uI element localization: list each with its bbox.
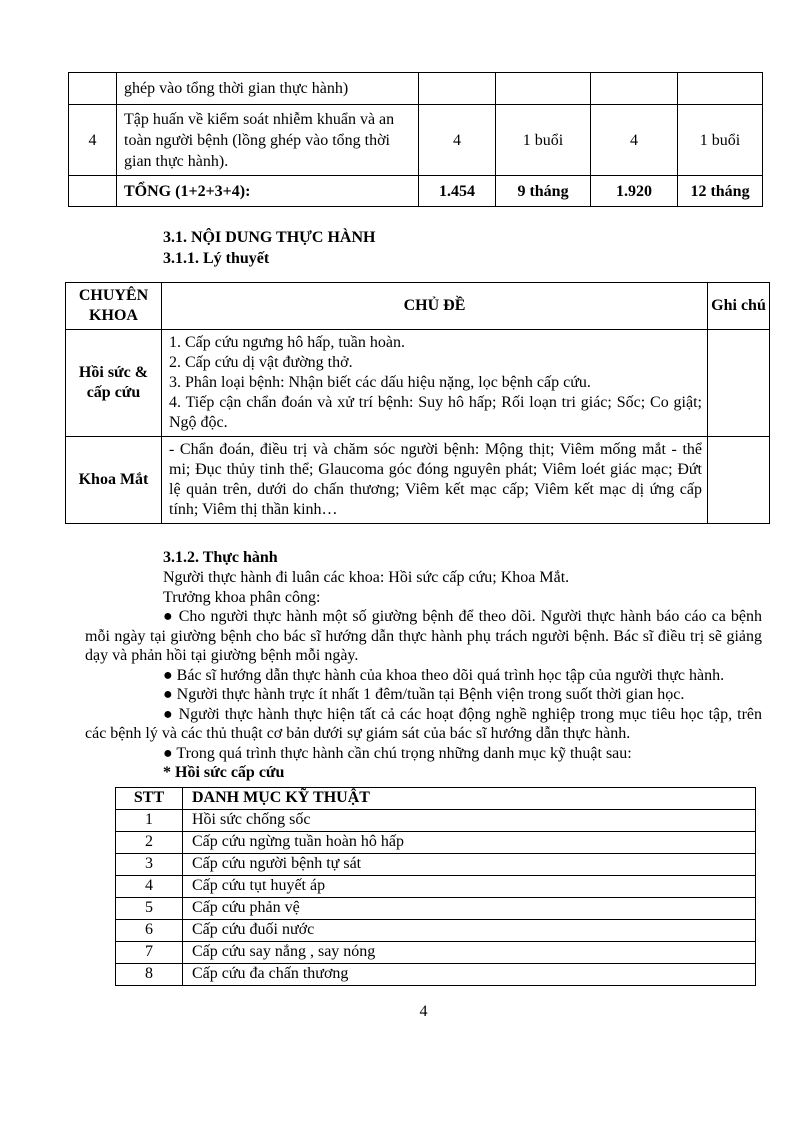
cell-name: Cấp cứu đuối nước: [183, 919, 756, 941]
topic-item: 1. Cấp cứu ngưng hô hấp, tuần hoàn.: [169, 334, 405, 351]
table-row: [116, 809, 756, 831]
cell-stt: 2: [116, 831, 183, 853]
cell-desc: ghép vào tổng thời gian thực hành): [117, 73, 419, 105]
table-row: [116, 963, 756, 985]
cell-duration-1: 1 buổi: [496, 105, 591, 176]
cell-duration-2: 1 buổi: [678, 105, 763, 176]
theory-table: [65, 282, 770, 524]
cell-total-duration-2: 12 tháng: [678, 176, 763, 207]
cell-desc: Tập huấn về kiểm soát nhiễm khuẩn và an toàn người bệnh (lồng ghép vào tổng thời gian thực hành).: [117, 105, 419, 176]
heading-3-1-1: 3.1.1. Lý thuyết: [163, 250, 270, 267]
cell-stt: 8: [116, 963, 183, 985]
technique-header-row: [116, 787, 756, 809]
technique-list-title: * Hồi sức cấp cứu: [163, 764, 285, 781]
header-chu-de: CHỦ ĐỀ: [162, 283, 708, 330]
table-row: [116, 831, 756, 853]
cell-name: Cấp cứu say nắng , say nóng: [183, 941, 756, 963]
summary-row-total: [69, 176, 763, 207]
paragraph: Trưởng khoa phân công:: [163, 588, 321, 606]
heading-3-1: 3.1. NỘI DUNG THỰC HÀNH: [163, 229, 376, 246]
header-chuyen-khoa: CHUYÊN KHOA: [66, 283, 162, 330]
cell-name: Cấp cứu người bệnh tự sát: [183, 853, 756, 875]
header-ghi-chu: Ghi chú: [708, 283, 770, 330]
theory-row-khoa-mat: [66, 437, 770, 524]
paragraph: ● Trong quá trình thực hành cần chú trọng những danh mục kỹ thuật sau:: [163, 744, 632, 762]
cell-note: [708, 330, 770, 437]
topic-item: 2. Cấp cứu dị vật đường thở.: [169, 354, 353, 371]
cell-topics: [162, 437, 708, 524]
theory-row-hoi-suc: [66, 330, 770, 437]
summary-row-partial: [69, 73, 763, 105]
cell-total-hours-1: 1.454: [419, 176, 496, 207]
section-headings: [163, 227, 800, 269]
cell-khoa: Hồi sức & cấp cứu: [66, 330, 162, 437]
paragraph: Người thực hành đi luân các khoa: Hồi sức cấp cứu; Khoa Mắt.: [163, 569, 570, 586]
cell-duration-2: [678, 73, 763, 105]
table-row: [116, 919, 756, 941]
cell-stt: 7: [116, 941, 183, 963]
topic-item: - Chẩn đoán, điều trị và chăm sóc người bệnh: Mộng thịt; Viêm mống mắt - thể mi; Đục thủy tinh thể; Glaucoma góc đóng nguyên phát; Viêm loét giác mạc; Đứt lệ quản trên, dưới do chấn thương; Viêm kết mạc cấp; Viêm kết mạc dị ứng cấp tính; Viêm thị thần kinh…: [169, 441, 702, 518]
cell-name: Cấp cứu đa chấn thương: [183, 963, 756, 985]
cell-duration-1: [496, 73, 591, 105]
cell-total-label: TỔNG (1+2+3+4):: [117, 176, 419, 207]
cell-stt: 4: [116, 875, 183, 897]
table-row: [116, 853, 756, 875]
cell-topics: [162, 330, 708, 437]
paragraph: ● Cho người thực hành một số giường bệnh để theo dõi. Người thực hành báo cáo ca bệnh mỗi ngày tại giường bệnh cho bác sĩ hướng dẫn thực hành phụ trách người bệnh. Bác sĩ điều trị sẽ giảng dạy và phản hồi tại giường bệnh mỗi ngày.: [85, 608, 762, 664]
cell-total-hours-2: 1.920: [591, 176, 678, 207]
cell-stt: [69, 73, 117, 105]
paragraph: ● Người thực hành thực hiện tất cả các hoạt động nghề nghiệp trong mục tiêu học tập, trên các bệnh lý và các thủ thuật cơ bản dưới sự giám sát của bác sĩ hướng dẫn thực hành.: [85, 705, 762, 742]
cell-hours-2: 4: [591, 105, 678, 176]
topic-item: 4. Tiếp cận chẩn đoán và xử trí bệnh: Suy hô hấp; Rối loạn tri giác; Sốc; Co giật; Ngộ độc.: [169, 394, 702, 431]
summary-table: [68, 72, 763, 207]
cell-stt: 6: [116, 919, 183, 941]
page-number: 4: [419, 1002, 428, 1020]
cell-stt: 4: [69, 105, 117, 176]
cell-stt: 3: [116, 853, 183, 875]
paragraph: ● Bác sĩ hướng dẫn thực hành của khoa theo dõi quá trình học tập của người thực hành.: [163, 666, 725, 684]
table-row: [116, 875, 756, 897]
cell-note: [708, 437, 770, 524]
header-stt: STT: [116, 787, 183, 809]
header-danh-muc: DANH MỤC KỸ THUẬT: [183, 787, 756, 809]
cell-stt: [69, 176, 117, 207]
cell-hours-1: [419, 73, 496, 105]
table-row: [116, 897, 756, 919]
table-row: [116, 941, 756, 963]
cell-hours-1: 4: [419, 105, 496, 176]
cell-stt: 1: [116, 809, 183, 831]
cell-khoa: Khoa Mắt: [66, 437, 162, 524]
topic-item: 3. Phân loại bệnh: Nhận biết các dấu hiệu nặng, lọc bệnh cấp cứu.: [169, 374, 591, 391]
cell-name: Cấp cứu phản vệ: [183, 897, 756, 919]
technique-table: [115, 787, 756, 986]
cell-stt: 5: [116, 897, 183, 919]
cell-total-duration-1: 9 tháng: [496, 176, 591, 207]
cell-name: Hồi sức chống sốc: [183, 809, 756, 831]
heading-3-1-2: 3.1.2. Thực hành: [163, 549, 278, 566]
paragraph: ● Người thực hành trực ít nhất 1 đêm/tuần tại Bệnh viện trong suốt thời gian học.: [163, 686, 685, 703]
summary-row-4: [69, 105, 763, 176]
cell-name: Cấp cứu tụt huyết áp: [183, 875, 756, 897]
theory-header-row: [66, 283, 770, 330]
cell-hours-2: [591, 73, 678, 105]
cell-name: Cấp cứu ngừng tuần hoàn hô hấp: [183, 831, 756, 853]
